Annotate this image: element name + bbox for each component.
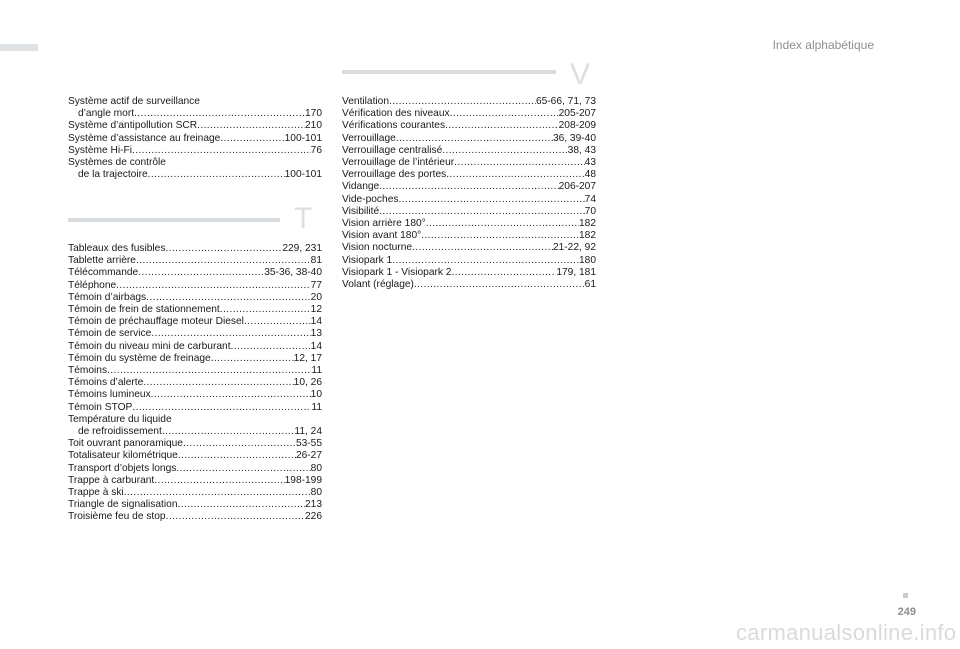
index-entry-page: 81 xyxy=(310,255,322,267)
index-leader-dots xyxy=(426,218,579,230)
index-entry-label: Visiopark 1 xyxy=(342,254,393,266)
index-entry-page: 43 xyxy=(584,157,596,169)
index-entry-label: Téléphone xyxy=(68,279,117,291)
index-entry xyxy=(342,279,596,291)
index-leader-dots xyxy=(220,304,311,316)
index-entry-label: Verrouillage de l’intérieur xyxy=(342,157,455,169)
index-entry-page: 100-101 xyxy=(284,169,322,181)
index-entry-label: Visibilité xyxy=(342,205,380,217)
index-entry-heading: Température du liquide xyxy=(68,413,172,425)
index-entry-page: 76 xyxy=(310,144,322,156)
index-entry-page: 229, 231 xyxy=(282,243,322,254)
index-leader-dots xyxy=(151,328,310,340)
index-entry xyxy=(342,96,596,108)
index-entry-label: Témoin de frein de stationnement xyxy=(68,304,220,316)
index-leader-dots xyxy=(124,487,311,499)
index-entry-page: 206-207 xyxy=(558,181,596,193)
index-leader-dots xyxy=(148,169,285,181)
index-entry-page: 205-207 xyxy=(558,108,596,120)
index-leader-dots xyxy=(231,341,311,353)
index-entry-label: Vidange xyxy=(342,181,380,193)
index-entry-page: 179, 181 xyxy=(556,266,596,278)
index-entry xyxy=(68,145,322,157)
index-leader-dots xyxy=(107,365,311,377)
section-header-v xyxy=(342,58,602,100)
index-leader-dots xyxy=(398,194,584,206)
index-leader-dots xyxy=(442,145,567,157)
page-header-title: Index alphabétique xyxy=(772,38,874,52)
index-entry-page: 20 xyxy=(310,291,322,303)
index-entry-label: Verrouillage xyxy=(342,132,396,144)
index-leader-dots xyxy=(379,206,584,218)
index-entry-page: 11 xyxy=(311,365,322,377)
index-entry-heading: Systèmes de contrôle xyxy=(68,157,166,169)
index-section-s xyxy=(68,96,322,181)
index-entry xyxy=(342,120,596,132)
index-entry xyxy=(68,292,322,304)
index-leader-dots xyxy=(134,108,305,120)
index-entry-label: Volant (réglage) xyxy=(342,279,414,291)
index-entry-page: 80 xyxy=(310,487,322,499)
index-leader-dots xyxy=(138,267,264,279)
index-entry xyxy=(342,242,596,254)
section-divider-bar xyxy=(68,218,280,222)
index-leader-dots xyxy=(197,120,305,132)
watermark-text: carmanualsonline.info xyxy=(736,620,957,645)
index-entry-page: 11 xyxy=(311,401,322,413)
index-leader-dots xyxy=(421,230,579,242)
index-leader-dots xyxy=(176,463,310,475)
index-entry-page: 80 xyxy=(310,462,322,474)
index-entry xyxy=(342,133,596,145)
index-entry xyxy=(68,353,322,365)
index-entry-label: Témoin STOP xyxy=(68,401,133,413)
index-leader-dots xyxy=(412,242,553,254)
index-section-v xyxy=(342,96,596,291)
index-entry-page: 226 xyxy=(305,511,322,523)
index-entry-page: 13 xyxy=(310,328,322,340)
index-entry xyxy=(68,304,322,316)
index-entry xyxy=(68,377,322,389)
index-leader-dots xyxy=(162,426,295,438)
page-tab-mark xyxy=(0,44,38,51)
index-entry-page: 77 xyxy=(310,279,322,291)
index-entry xyxy=(68,133,322,145)
index-leader-dots xyxy=(220,133,284,145)
index-entry xyxy=(68,108,322,120)
page-number: 249 xyxy=(897,606,916,618)
index-entry xyxy=(68,499,322,511)
index-entry xyxy=(68,463,322,475)
index-leader-dots xyxy=(446,169,584,181)
index-entry-label: d’angle mort xyxy=(78,108,135,120)
index-entry xyxy=(68,487,322,499)
index-entry-label: Témoin de préchauffage moteur Diesel xyxy=(68,316,244,328)
index-leader-dots xyxy=(166,511,305,523)
index-leader-dots xyxy=(445,120,559,132)
index-entry-label: Vision arrière 180° xyxy=(342,218,426,230)
index-entry-label: Troisième feu de stop xyxy=(68,511,166,523)
index-entry xyxy=(68,450,322,462)
index-leader-dots xyxy=(154,475,284,487)
index-entry xyxy=(68,255,322,267)
index-entry-label: Témoin du niveau mini de carburant xyxy=(68,340,231,352)
index-leader-dots xyxy=(146,292,311,304)
index-entry-page: 26-27 xyxy=(295,450,322,462)
index-entry-page: 53-55 xyxy=(295,438,322,450)
index-entry-label: Trappe à ski xyxy=(68,487,124,499)
index-entry-page: 38, 43 xyxy=(567,144,596,156)
index-entry-page: 48 xyxy=(584,169,596,181)
index-entry xyxy=(342,194,596,206)
index-leader-dots xyxy=(178,450,296,462)
index-entry xyxy=(342,230,596,242)
index-entry-label: Visiopark 1 - Visiopark 2 xyxy=(342,266,452,278)
index-entry-label: Totalisateur kilométrique xyxy=(68,450,178,462)
index-entry-label: Témoins xyxy=(68,365,108,377)
index-section-t xyxy=(68,243,322,524)
index-entry-label: Télécommande xyxy=(68,267,139,279)
index-entry-page: 74 xyxy=(584,193,596,205)
index-entry xyxy=(68,120,322,132)
index-entry xyxy=(68,511,322,523)
index-entry-page: 14 xyxy=(310,316,322,328)
index-entry-label: Verrouillage des portes xyxy=(342,169,447,181)
index-entry xyxy=(342,157,596,169)
index-entry-label: Triangle de signalisation xyxy=(68,499,178,511)
index-entry-page: 170 xyxy=(305,108,322,120)
index-entry-page: 36, 39-40 xyxy=(552,132,596,144)
index-leader-dots xyxy=(116,280,311,292)
index-entry-label: Témoin d’airbags xyxy=(68,291,147,303)
index-entry-page: 210 xyxy=(305,120,322,132)
index-leader-dots xyxy=(165,243,282,255)
index-entry xyxy=(68,280,322,292)
index-entry-page: 213 xyxy=(305,499,322,511)
index-entry xyxy=(342,218,596,230)
index-entry xyxy=(68,243,322,255)
index-entry-page: 70 xyxy=(584,205,596,217)
index-entry-label: Tablette arrière xyxy=(68,255,136,267)
index-leader-dots xyxy=(151,389,311,401)
index-entry-page: 180 xyxy=(579,254,596,266)
index-entry-label: Témoins lumineux xyxy=(68,389,151,401)
index-entry xyxy=(68,475,322,487)
footer-marker xyxy=(903,593,908,598)
index-entry-page: 12, 17 xyxy=(293,352,322,364)
index-leader-dots xyxy=(414,279,585,291)
index-entry xyxy=(342,255,596,267)
index-entry-page: 100-101 xyxy=(284,132,322,144)
index-entry-label: Système d’assistance au freinage xyxy=(68,132,221,144)
index-entry xyxy=(342,181,596,193)
index-entry xyxy=(68,328,322,340)
index-leader-dots xyxy=(244,316,311,328)
index-entry-page: 14 xyxy=(310,340,322,352)
index-entry xyxy=(68,316,322,328)
index-entry-label: Témoin de service xyxy=(68,328,152,340)
index-leader-dots xyxy=(450,108,559,120)
index-entry xyxy=(342,267,596,279)
index-entry-label: Toit ouvrant panoramique xyxy=(68,438,183,450)
index-leader-dots xyxy=(143,377,293,389)
index-entry-label: Vérification des niveaux xyxy=(342,108,450,120)
index-leader-dots xyxy=(392,255,579,267)
index-entry-page: 35-36, 38-40 xyxy=(264,267,322,279)
index-entry xyxy=(342,108,596,120)
index-entry xyxy=(68,438,322,450)
index-entry-label: Système Hi-Fi xyxy=(68,144,132,156)
index-entry-label: Vérifications courantes xyxy=(342,120,446,132)
index-entry xyxy=(68,267,322,279)
index-leader-dots xyxy=(211,353,294,365)
index-entry xyxy=(342,169,596,181)
index-entry-label: Transport d’objets longs xyxy=(68,462,177,474)
index-entry-page: 182 xyxy=(579,218,596,230)
index-leader-dots xyxy=(178,499,306,511)
index-entry-page: 198-199 xyxy=(284,474,322,486)
section-letter-v: V xyxy=(570,58,591,91)
index-leader-dots xyxy=(396,133,553,145)
section-letter-t: T xyxy=(294,202,313,235)
index-entry-page: 61 xyxy=(584,279,596,291)
index-entry-label: Vision avant 180° xyxy=(342,230,422,242)
index-entry-heading: Système actif de surveillance xyxy=(68,96,200,107)
index-entry xyxy=(68,365,322,377)
index-leader-dots xyxy=(183,438,296,450)
index-entry-page: 21-22, 92 xyxy=(552,242,596,254)
index-entry-label: Ventilation xyxy=(342,96,390,107)
index-entry-label: de la trajectoire xyxy=(78,169,148,181)
index-leader-dots xyxy=(451,267,556,279)
index-entry xyxy=(342,206,596,218)
index-leader-dots xyxy=(132,145,311,157)
index-entry-label: Système d’antipollution SCR xyxy=(68,120,198,132)
index-entry xyxy=(68,426,322,438)
index-entry-page: 10 xyxy=(310,389,322,401)
index-entry-page: 65-66, 71, 73 xyxy=(535,96,596,107)
index-entry-label: Vision nocturne xyxy=(342,242,413,254)
index-entry-page: 10, 26 xyxy=(293,377,322,389)
index-leader-dots xyxy=(379,181,558,193)
index-entry-label: Témoin du système de freinage xyxy=(68,352,211,364)
index-leader-dots xyxy=(136,255,311,267)
index-entry xyxy=(68,341,322,353)
index-entry-label: de refroidissement xyxy=(78,426,162,438)
index-entry xyxy=(68,389,322,401)
section-divider-bar xyxy=(342,70,556,74)
index-leader-dots xyxy=(132,402,311,414)
index-entry-label: Tableaux des fusibles xyxy=(68,243,166,254)
index-entry-page: 12 xyxy=(310,304,322,316)
index-leader-dots xyxy=(454,157,585,169)
index-entry xyxy=(342,145,596,157)
index-entry xyxy=(68,402,322,414)
section-header-t xyxy=(68,202,328,246)
index-entry-label: Trappe à carburant xyxy=(68,474,155,486)
index-entry-page: 11, 24 xyxy=(294,426,322,438)
index-entry-label: Verrouillage centralisé xyxy=(342,144,443,156)
index-entry-page: 208-209 xyxy=(558,120,596,132)
index-entry xyxy=(68,169,322,181)
index-entry-label: Vide-poches xyxy=(342,193,399,205)
index-leader-dots xyxy=(389,96,536,108)
index-entry-page: 182 xyxy=(579,230,596,242)
index-entry-label: Témoins d’alerte xyxy=(68,377,144,389)
